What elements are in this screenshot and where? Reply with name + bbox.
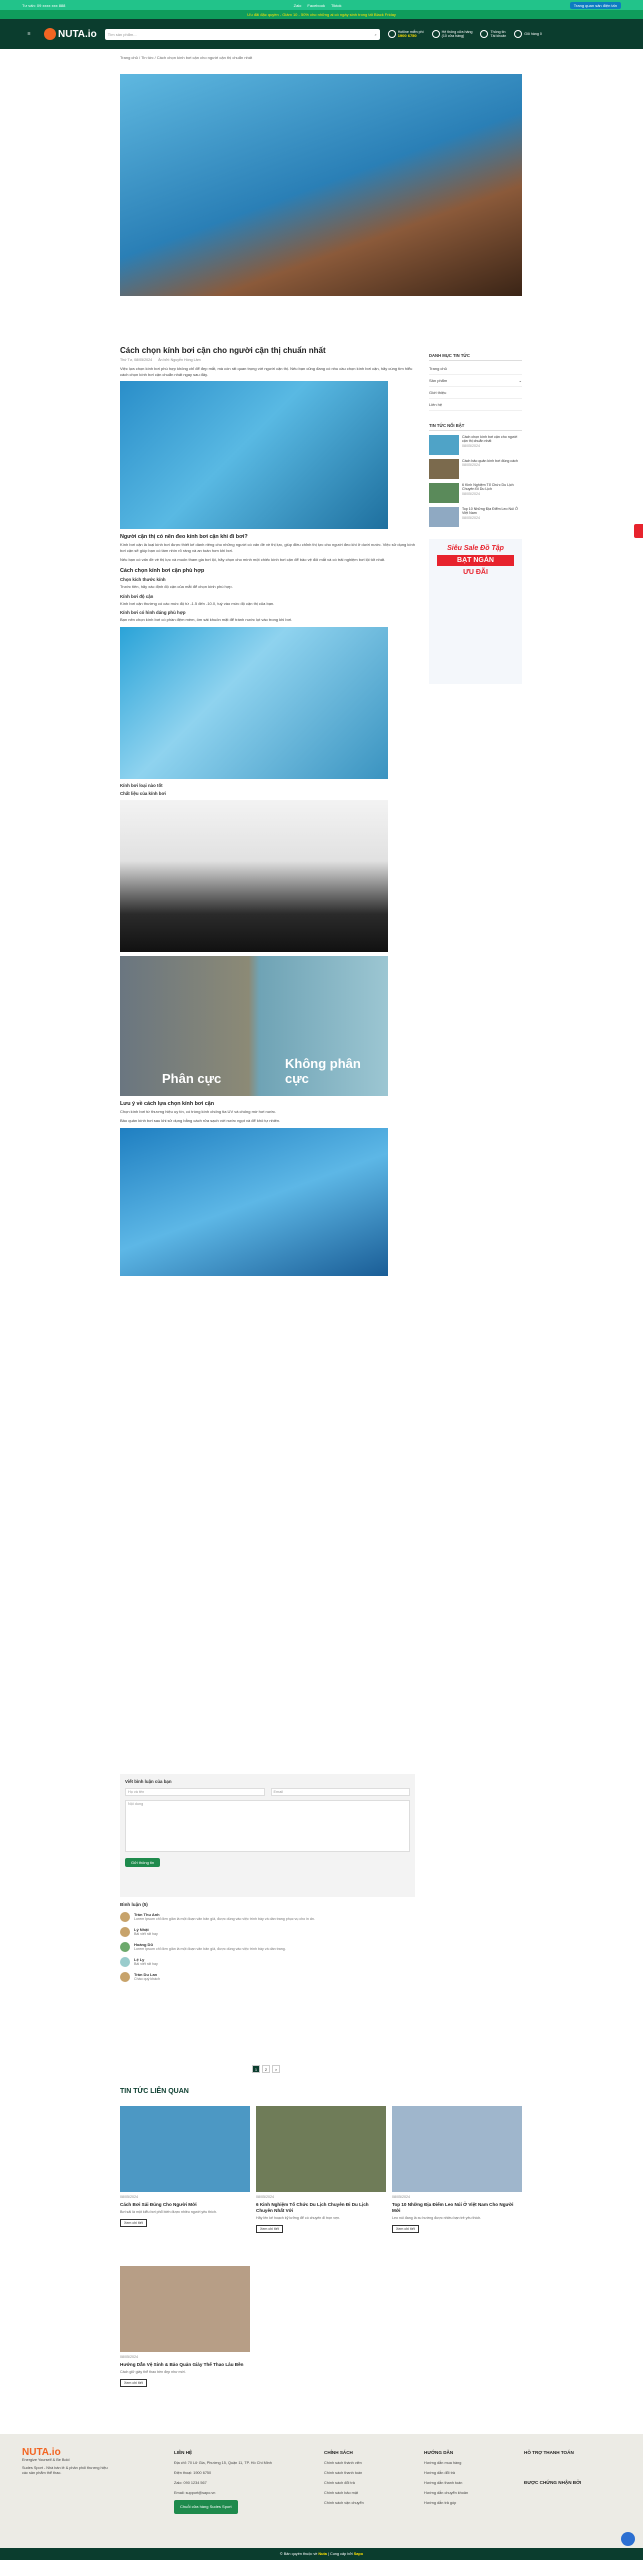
comment-item bbox=[120, 1972, 415, 1982]
footer-about: Sudes Sport - Nhà bán lẻ & phân phối thương hiệu các sản phẩm thể thao. bbox=[22, 2466, 108, 2475]
hotline-block[interactable] bbox=[388, 30, 424, 39]
page-next[interactable]: > bbox=[272, 2065, 280, 2073]
comment-form bbox=[120, 1774, 415, 1897]
article-date: Thứ Tư, 08/05/2024 bbox=[120, 358, 153, 362]
store-block[interactable] bbox=[432, 30, 473, 39]
comment-form-title: Viết bình luận của bạn bbox=[125, 1779, 172, 1784]
sidebar-item-label: Sản phẩm bbox=[429, 378, 448, 383]
name-field[interactable]: Họ và tên bbox=[125, 1788, 265, 1796]
copyright-bar bbox=[0, 2548, 643, 2560]
related-excerpt: Cách giữ giày thể thao bền đẹp như mới. bbox=[120, 2370, 186, 2374]
top-bar bbox=[0, 0, 643, 10]
footer-link[interactable]: Chính sách vận chuyển bbox=[324, 2501, 364, 2505]
footer-cert-title: ĐƯỢC CHỨNG NHẬN BỞI bbox=[524, 2480, 582, 2485]
article-intro: Việc lựa chọn kính bơi phù hợp không chỉ để đẹp mắt, mà còn rất quan trọng với người cận thị. Nếu bạn cũng đang có nhu cầu chọn kính bơi cận, hãy cùng tìm hiểu cách chọn kính bơi cận chuẩn nhất ngay sau đây. bbox=[120, 366, 413, 377]
menu-button[interactable]: ☰ bbox=[27, 32, 31, 36]
footer-link[interactable]: Chính sách bảo mật bbox=[324, 2491, 358, 2495]
store-count: (10 cửa hàng) bbox=[441, 34, 465, 38]
comment-item bbox=[120, 1927, 415, 1937]
news-thumb bbox=[429, 483, 459, 503]
sidebar-news-item[interactable] bbox=[429, 483, 522, 503]
floating-gift-button[interactable] bbox=[634, 524, 643, 538]
caption-polarized: Phân cực bbox=[162, 1070, 222, 1086]
payment-logos bbox=[524, 2458, 581, 2478]
footer-brand bbox=[22, 2448, 112, 2476]
article-image-woman-goggles bbox=[120, 800, 388, 952]
comment-author: Lý Nhật bbox=[134, 1927, 149, 1932]
submit-comment-button[interactable]: Gửi thông tin bbox=[125, 1858, 160, 1867]
sidebar-news-item[interactable] bbox=[429, 459, 522, 479]
account-value: Tài khoản bbox=[490, 34, 507, 38]
related-card[interactable] bbox=[120, 2266, 250, 2387]
sidebar-item-label: Giới thiệu bbox=[429, 390, 447, 395]
para-diopter: Kính bơi cận thường có các mức độ từ -1.5 đến -10.0, tuỳ vào mức độ cận thị của bạn. bbox=[120, 600, 275, 606]
related-card[interactable] bbox=[120, 2106, 250, 2227]
copyright-text: © Bản quyền thuộc về bbox=[279, 2552, 318, 2556]
related-thumb[interactable] bbox=[120, 2266, 250, 2352]
footer-contact bbox=[174, 2448, 284, 2514]
sale-banner-title: Siêu Sale Đồ Tập bbox=[447, 545, 504, 552]
related-date: 08/05/2024 bbox=[392, 2195, 410, 2199]
article-image-underwater bbox=[120, 1128, 388, 1276]
cart-block[interactable] bbox=[514, 30, 542, 38]
related-card[interactable] bbox=[256, 2106, 386, 2233]
avatar bbox=[120, 1942, 130, 1952]
sale-banner[interactable] bbox=[429, 539, 522, 684]
email-field[interactable]: Email bbox=[271, 1788, 411, 1796]
footer-link[interactable]: Hướng dẫn đổi trả bbox=[424, 2471, 455, 2475]
search-input[interactable]: Tìm sản phẩm... bbox=[107, 31, 137, 37]
related-thumb[interactable] bbox=[120, 2106, 250, 2192]
news-title: Cách bảo quản kính bơi đúng cách bbox=[462, 459, 518, 463]
related-excerpt: Leo núi đang là xu hướng được nhiều bạn trẻ yêu thích. bbox=[392, 2216, 482, 2220]
footer-policy-title: CHÍNH SÁCH bbox=[324, 2450, 353, 2455]
site-header bbox=[0, 19, 643, 49]
related-thumb[interactable] bbox=[392, 2106, 522, 2192]
heading-material: Chất liệu của kính bơi bbox=[120, 790, 166, 796]
news-title: Cách chọn kính bơi cận cho người cận thị chuẩn nhất bbox=[462, 435, 518, 444]
copyright-brand[interactable]: Nuta bbox=[318, 2552, 327, 2556]
sidebar-item-label: Trang chủ bbox=[429, 366, 447, 371]
footer-guide-title: HƯỚNG DẪN bbox=[424, 2450, 454, 2455]
topbar-socials bbox=[294, 3, 342, 8]
related-more-button[interactable]: Xem chi tiết bbox=[256, 2225, 283, 2233]
avatar bbox=[120, 1972, 130, 1982]
user-icon bbox=[480, 30, 488, 38]
sidebar-news-title: TIN TỨC NỔI BẬT bbox=[429, 421, 522, 431]
logo-mark bbox=[44, 28, 56, 40]
breadcrumb-current: Cách chọn kính bơi cận cho người cận thị chuẩn nhất bbox=[156, 55, 253, 60]
comment-item bbox=[120, 1957, 415, 1967]
site-footer bbox=[0, 2434, 643, 2560]
related-date: 08/05/2024 bbox=[120, 2195, 138, 2199]
heading-choose: Lưu ý về cách lựa chọn kính bơi cận bbox=[120, 1100, 215, 1107]
related-card[interactable] bbox=[392, 2106, 522, 2233]
footer-address: Địa chỉ: 70 Lữ Gia, Phường 15, Quận 11, TP. Hồ Chí Minh bbox=[174, 2461, 272, 2465]
heading-size: Chọn kích thước kính bbox=[120, 576, 166, 582]
sale-banner-subtitle: BẠT NGÀN bbox=[437, 555, 514, 566]
sidebar-news-item[interactable] bbox=[429, 435, 522, 455]
footer-link[interactable]: Hướng dẫn mua hàng bbox=[424, 2461, 462, 2465]
phone-icon bbox=[388, 30, 396, 38]
sidebar-item-label: Liên hệ bbox=[429, 402, 443, 407]
comment-text: Lorem Ipsum chỉ đơn giản là một đoạn văn bản giả, được dùng vào việc trình bày và dàn trang phục vụ cho in ấn. bbox=[134, 1917, 315, 1921]
hotline-number: 1900 6750 bbox=[397, 33, 417, 38]
page-1[interactable]: 1 bbox=[252, 2065, 260, 2073]
news-thumb bbox=[429, 459, 459, 479]
search-box[interactable] bbox=[105, 29, 380, 40]
article-image-polarized bbox=[120, 956, 388, 1096]
footer-zalo[interactable]: Zalo: 090 1234 567 bbox=[174, 2481, 207, 2485]
facebook-link[interactable]: Facebook bbox=[307, 2, 325, 8]
breadcrumb-home[interactable]: Trang chủ bbox=[120, 55, 138, 60]
search-icon[interactable]: ⌕ bbox=[374, 31, 377, 37]
comment-text: Chào quý khách bbox=[134, 1977, 160, 1981]
article-hero-image bbox=[120, 74, 522, 296]
sidebar-item-products[interactable] bbox=[429, 375, 522, 387]
related-more-button[interactable]: Xem chi tiết bbox=[120, 2379, 147, 2387]
heading-shape: Kính bơi có hình dáng phù hợp bbox=[120, 610, 186, 616]
article-body bbox=[120, 346, 415, 1280]
news-thumb bbox=[429, 435, 459, 455]
para-care: Bảo quản kính bơi sau khi sử dụng bằng cách rửa sạch với nước ngọt và để khô tự nhiên. bbox=[120, 1118, 281, 1124]
para-why-2: Nếu bạn có vấn đề về thị lực và muốn tham gia bơi lội, hãy chọn cho mình một chiếc kính bơi cận để bảo vệ đôi mắt và có trải nghiệm bơi lội tốt nhất. bbox=[120, 557, 386, 563]
site-logo[interactable] bbox=[44, 28, 97, 40]
logo-text: NUTA.io bbox=[58, 28, 97, 40]
related-date: 08/05/2024 bbox=[120, 2355, 138, 2359]
comment-item bbox=[120, 1912, 415, 1922]
related-card-title[interactable]: Top 10 Những Địa Điểm Leo Núi Ở Việt Nam Cho Người Mới bbox=[392, 2202, 514, 2213]
para-why: Kính bơi cận là loại kính bơi được thiết kế dành riêng cho những người có vấn đề về thị lực, giúp điều chỉnh thị lực cho người đeo khi ở dưới nước. Việc sử dụng kính bơi cận sẽ giúp bạn có tầm nhìn rõ ràng và an toàn hơn khi bơi. bbox=[120, 542, 415, 553]
copyright-sapo-link[interactable]: Sapo bbox=[353, 2552, 364, 2556]
promo-banner[interactable]: Ưu đãi đặc quyền - Giảm 10 - 50% cho những ai có ngày sinh trong tất Black Friday bbox=[0, 10, 643, 19]
footer-policy bbox=[324, 2448, 364, 2508]
related-card-title[interactable]: Hướng Dẫn Vệ Sinh & Bảo Quản Giày Thể Thao Lâu Bền bbox=[120, 2362, 244, 2367]
hotline-label: Hotline miễn phí bbox=[397, 29, 424, 34]
caption-non-polarized: Không phân cực bbox=[285, 1055, 361, 1086]
footer-slogan: Energize Yourself & Be Bold bbox=[22, 2458, 70, 2462]
sidebar bbox=[429, 351, 522, 684]
comment-author: Lệ Ly bbox=[134, 1957, 145, 1962]
avatar bbox=[120, 1912, 130, 1922]
footer-guide bbox=[424, 2448, 468, 2508]
related-excerpt: Bơi sải là một kiểu bơi phổ biến được nhiều người yêu thích. bbox=[120, 2210, 217, 2214]
article-image-swimmer bbox=[120, 627, 388, 779]
account-block[interactable] bbox=[480, 30, 506, 39]
comments-list bbox=[120, 1902, 415, 1987]
pagination bbox=[252, 2065, 280, 2073]
related-card-title[interactable]: Cách Bơi Sải Đúng Cho Người Mới bbox=[120, 2202, 197, 2207]
footer-link[interactable]: Chính sách thành viên bbox=[324, 2461, 362, 2465]
news-thumb bbox=[429, 507, 459, 527]
page-2[interactable]: 2 bbox=[262, 2065, 270, 2073]
store-icon bbox=[432, 30, 440, 38]
avatar bbox=[120, 1957, 130, 1967]
para-choose: Chọn kính bơi từ thương hiệu uy tín, có tròng kính chống tia UV và chống mờ hơi nước. bbox=[120, 1108, 277, 1114]
footer-email[interactable]: Email: support@sapo.vn bbox=[174, 2491, 216, 2495]
sidebar-item-home[interactable] bbox=[429, 363, 522, 375]
heading-how: Cách chọn kính bơi cận phù hợp bbox=[120, 567, 205, 574]
news-title: Top 10 Những Địa Điểm Leo Núi Ở Việt Nam bbox=[462, 507, 519, 516]
footer-link[interactable]: Hướng dẫn trả góp bbox=[424, 2501, 457, 2505]
news-date: 08/05/2024 bbox=[462, 443, 480, 448]
footer-payment bbox=[524, 2448, 581, 2488]
footer-link[interactable]: Chính sách thanh toán bbox=[324, 2471, 363, 2475]
news-date: 08/05/2024 bbox=[462, 491, 480, 496]
footer-link[interactable]: Hướng dẫn thanh toán bbox=[424, 2481, 463, 2485]
cart-icon bbox=[514, 30, 522, 38]
related-date: 08/05/2024 bbox=[256, 2195, 274, 2199]
footer-link[interactable]: Chính sách đổi trả bbox=[324, 2481, 355, 2485]
sidebar-news-item[interactable] bbox=[429, 507, 522, 527]
footer-logo[interactable]: NUTA.io bbox=[22, 2447, 61, 2458]
related-more-button[interactable]: Xem chi tiết bbox=[120, 2219, 147, 2227]
sidebar-cat-title: DANH MỤC TIN TỨC bbox=[429, 351, 522, 361]
related-card-title[interactable]: 6 Kinh Nghiệm Tổ Chức Du Lịch Chuyên Đi Du Lịch Chuyên Nhất Với bbox=[256, 2202, 369, 2213]
store-chain-button[interactable]: Chuỗi cửa hàng Sudes Sport bbox=[174, 2500, 238, 2514]
para-size: Trước tiên, hãy xác định độ cận của mắt để chọn kính phù hợp. bbox=[120, 583, 233, 589]
article-meta bbox=[120, 358, 415, 362]
topbar-register-button[interactable]: Trang quan sản điện tấn bbox=[570, 2, 621, 9]
news-date: 08/05/2024 bbox=[462, 515, 480, 520]
avatar bbox=[120, 1927, 130, 1937]
news-date: 08/05/2024 bbox=[462, 463, 480, 468]
cart-count-badge: 0 bbox=[539, 31, 542, 36]
related-thumb[interactable] bbox=[256, 2106, 386, 2192]
chat-icon[interactable] bbox=[621, 2532, 635, 2546]
article-author: Ăn bởi: Nguyễn Hồng Lâm bbox=[158, 358, 201, 362]
article-image-goggles bbox=[120, 381, 388, 529]
breadcrumb-news[interactable]: Tin tức bbox=[141, 55, 154, 60]
related-title: TIN TỨC LIÊN QUAN bbox=[120, 2088, 189, 2095]
cart-label: Giỏ hàng bbox=[524, 31, 539, 36]
comment-author: Hoàng Dũ bbox=[134, 1942, 153, 1947]
sale-banner-footer: ƯU ĐÃI bbox=[463, 569, 488, 576]
news-title: 6 Kinh Nghiệm Tổ Chức Du Lịch Chuyên Đi Du Lịch bbox=[462, 483, 514, 492]
footer-phone[interactable]: Điện thoại: 1900 6750 bbox=[174, 2471, 212, 2475]
comment-text: Bài viết rất hay bbox=[134, 1962, 158, 1966]
related-excerpt: Hãy lên kế hoạch kỹ lưỡng để có chuyến đi trọn vẹn. bbox=[256, 2216, 341, 2220]
footer-contact-title: LIÊN HỆ bbox=[174, 2450, 193, 2455]
copyright-provider-text: | Cung cấp bởi bbox=[327, 2552, 353, 2556]
footer-pay-title: HỖ TRỢ THANH TOÁN bbox=[524, 2450, 574, 2455]
account-label: Thông tin bbox=[490, 29, 506, 34]
comments-title: Bình luận (5) bbox=[120, 1902, 148, 1907]
chevron-down-icon[interactable]: ⌄ bbox=[518, 378, 522, 383]
comment-text: Bài viết rất hay bbox=[134, 1932, 158, 1936]
store-label: Hệ thống cửa hàng bbox=[441, 29, 473, 34]
comment-author: Trần Thu Anh bbox=[134, 1912, 160, 1917]
footer-link[interactable]: Hướng dẫn chuyển khoản bbox=[424, 2491, 469, 2495]
zalo-link[interactable]: Zalo bbox=[293, 2, 302, 8]
related-more-button[interactable]: Xem chi tiết bbox=[392, 2225, 419, 2233]
breadcrumb: Trang chủ / Tin tức / Cách chọn kính bơi cận cho người cận thị chuẩn nhất bbox=[120, 55, 253, 60]
heading-why: Người cận thị có nên đeo kính bơi cận khi đi bơi? bbox=[120, 534, 248, 541]
article-title: Cách chọn kính bơi cận cho người cận thị chuẩn nhất bbox=[120, 346, 326, 355]
sidebar-item-about[interactable] bbox=[429, 387, 522, 399]
comment-text: Lorem Ipsum chỉ đơn giản là một đoạn văn bản giả, được dùng vào việc trình bày và dàn trang. bbox=[134, 1947, 286, 1951]
para-shape: Bạn nên chọn kính bơi có phần đệm mềm, ôm sát khuôn mặt để tránh nước lọt vào trong khi bơi. bbox=[120, 617, 293, 623]
topbar-hotline[interactable]: Tư vấn: 09 xxxx xxx 888 bbox=[22, 2, 66, 8]
comment-author: Trần Du Lan bbox=[134, 1972, 158, 1977]
tiktok-link[interactable]: Tiktok bbox=[330, 2, 342, 8]
message-field[interactable]: Nội dung bbox=[125, 1800, 410, 1852]
comment-item bbox=[120, 1942, 415, 1952]
heading-type: Kính bơi loại nào tốt bbox=[120, 782, 163, 788]
sidebar-item-contact[interactable] bbox=[429, 399, 522, 411]
heading-diopter: Kính bơi độ cận bbox=[120, 593, 154, 599]
